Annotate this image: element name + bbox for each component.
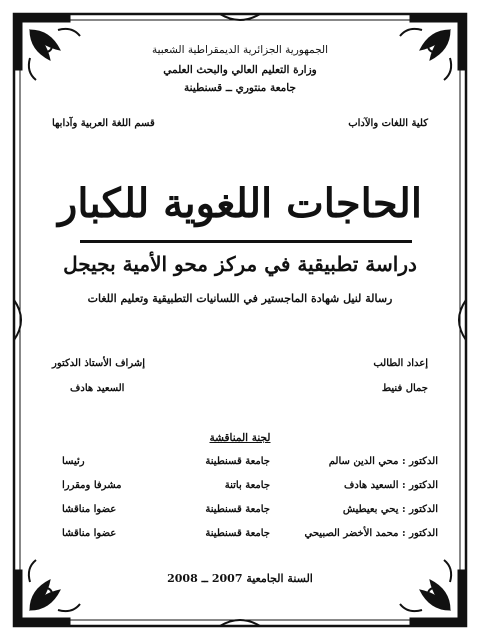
title-underline: [80, 240, 412, 243]
thesis-subtitle: دراسة تطبيقية في مركز محو الأمية بجيجل: [63, 252, 417, 276]
member-role: رئيسا: [62, 456, 85, 467]
member-university: جامعة قسنطينة: [205, 456, 270, 467]
member-university: جامعة قسنطينة: [205, 504, 270, 515]
supervisor-label: إشراف الأستاذ الدكتور: [52, 358, 146, 369]
degree-statement: رسالة لنيل شهادة الماجستير في اللسانيات التطبيقية وتعليم اللغات: [87, 292, 393, 305]
committee-row: [0, 528, 480, 544]
member-role: عضوا مناقشا: [62, 504, 117, 515]
member-name: الدكتور : محي الدين سالم: [328, 456, 438, 467]
prepared-by-label: إعداد الطالب: [373, 358, 428, 369]
committee-row: [0, 456, 480, 472]
member-role: عضوا مناقشا: [62, 528, 117, 539]
committee-heading: لجنة المناقشة: [209, 432, 271, 444]
member-name: الدكتور : يحي بعيطيش: [342, 504, 438, 515]
committee-row: [0, 480, 480, 496]
member-name: الدكتور : محمد الأخضر الصبيحي: [304, 528, 438, 539]
department-name: قسم اللغة العربية وآدابها: [52, 118, 155, 129]
member-role: مشرفا ومقررا: [62, 480, 122, 491]
committee-row: [0, 504, 480, 520]
member-name: الدكتور : السعيد هادف: [344, 480, 438, 491]
student-name: جمال فنيط: [381, 383, 428, 394]
supervisor-name: السعيد هادف: [70, 383, 125, 394]
member-university: جامعة قسنطينة: [205, 528, 270, 539]
thesis-title: الحاجات اللغوية للكبار: [58, 180, 422, 227]
republic-name: الجمهورية الجزائرية الديمقراطية الشعبية: [151, 44, 329, 56]
faculty-name: كلية اللغات والآداب: [348, 118, 428, 129]
member-university: جامعة باتنة: [224, 480, 270, 491]
ministry-name: وزارة التعليم العالي والبحث العلمي: [163, 64, 317, 76]
academic-year: السنة الجامعية 2007 ــ 2008: [167, 572, 313, 585]
university-name: جامعة منتوري ــ قسنطينة: [184, 82, 296, 94]
